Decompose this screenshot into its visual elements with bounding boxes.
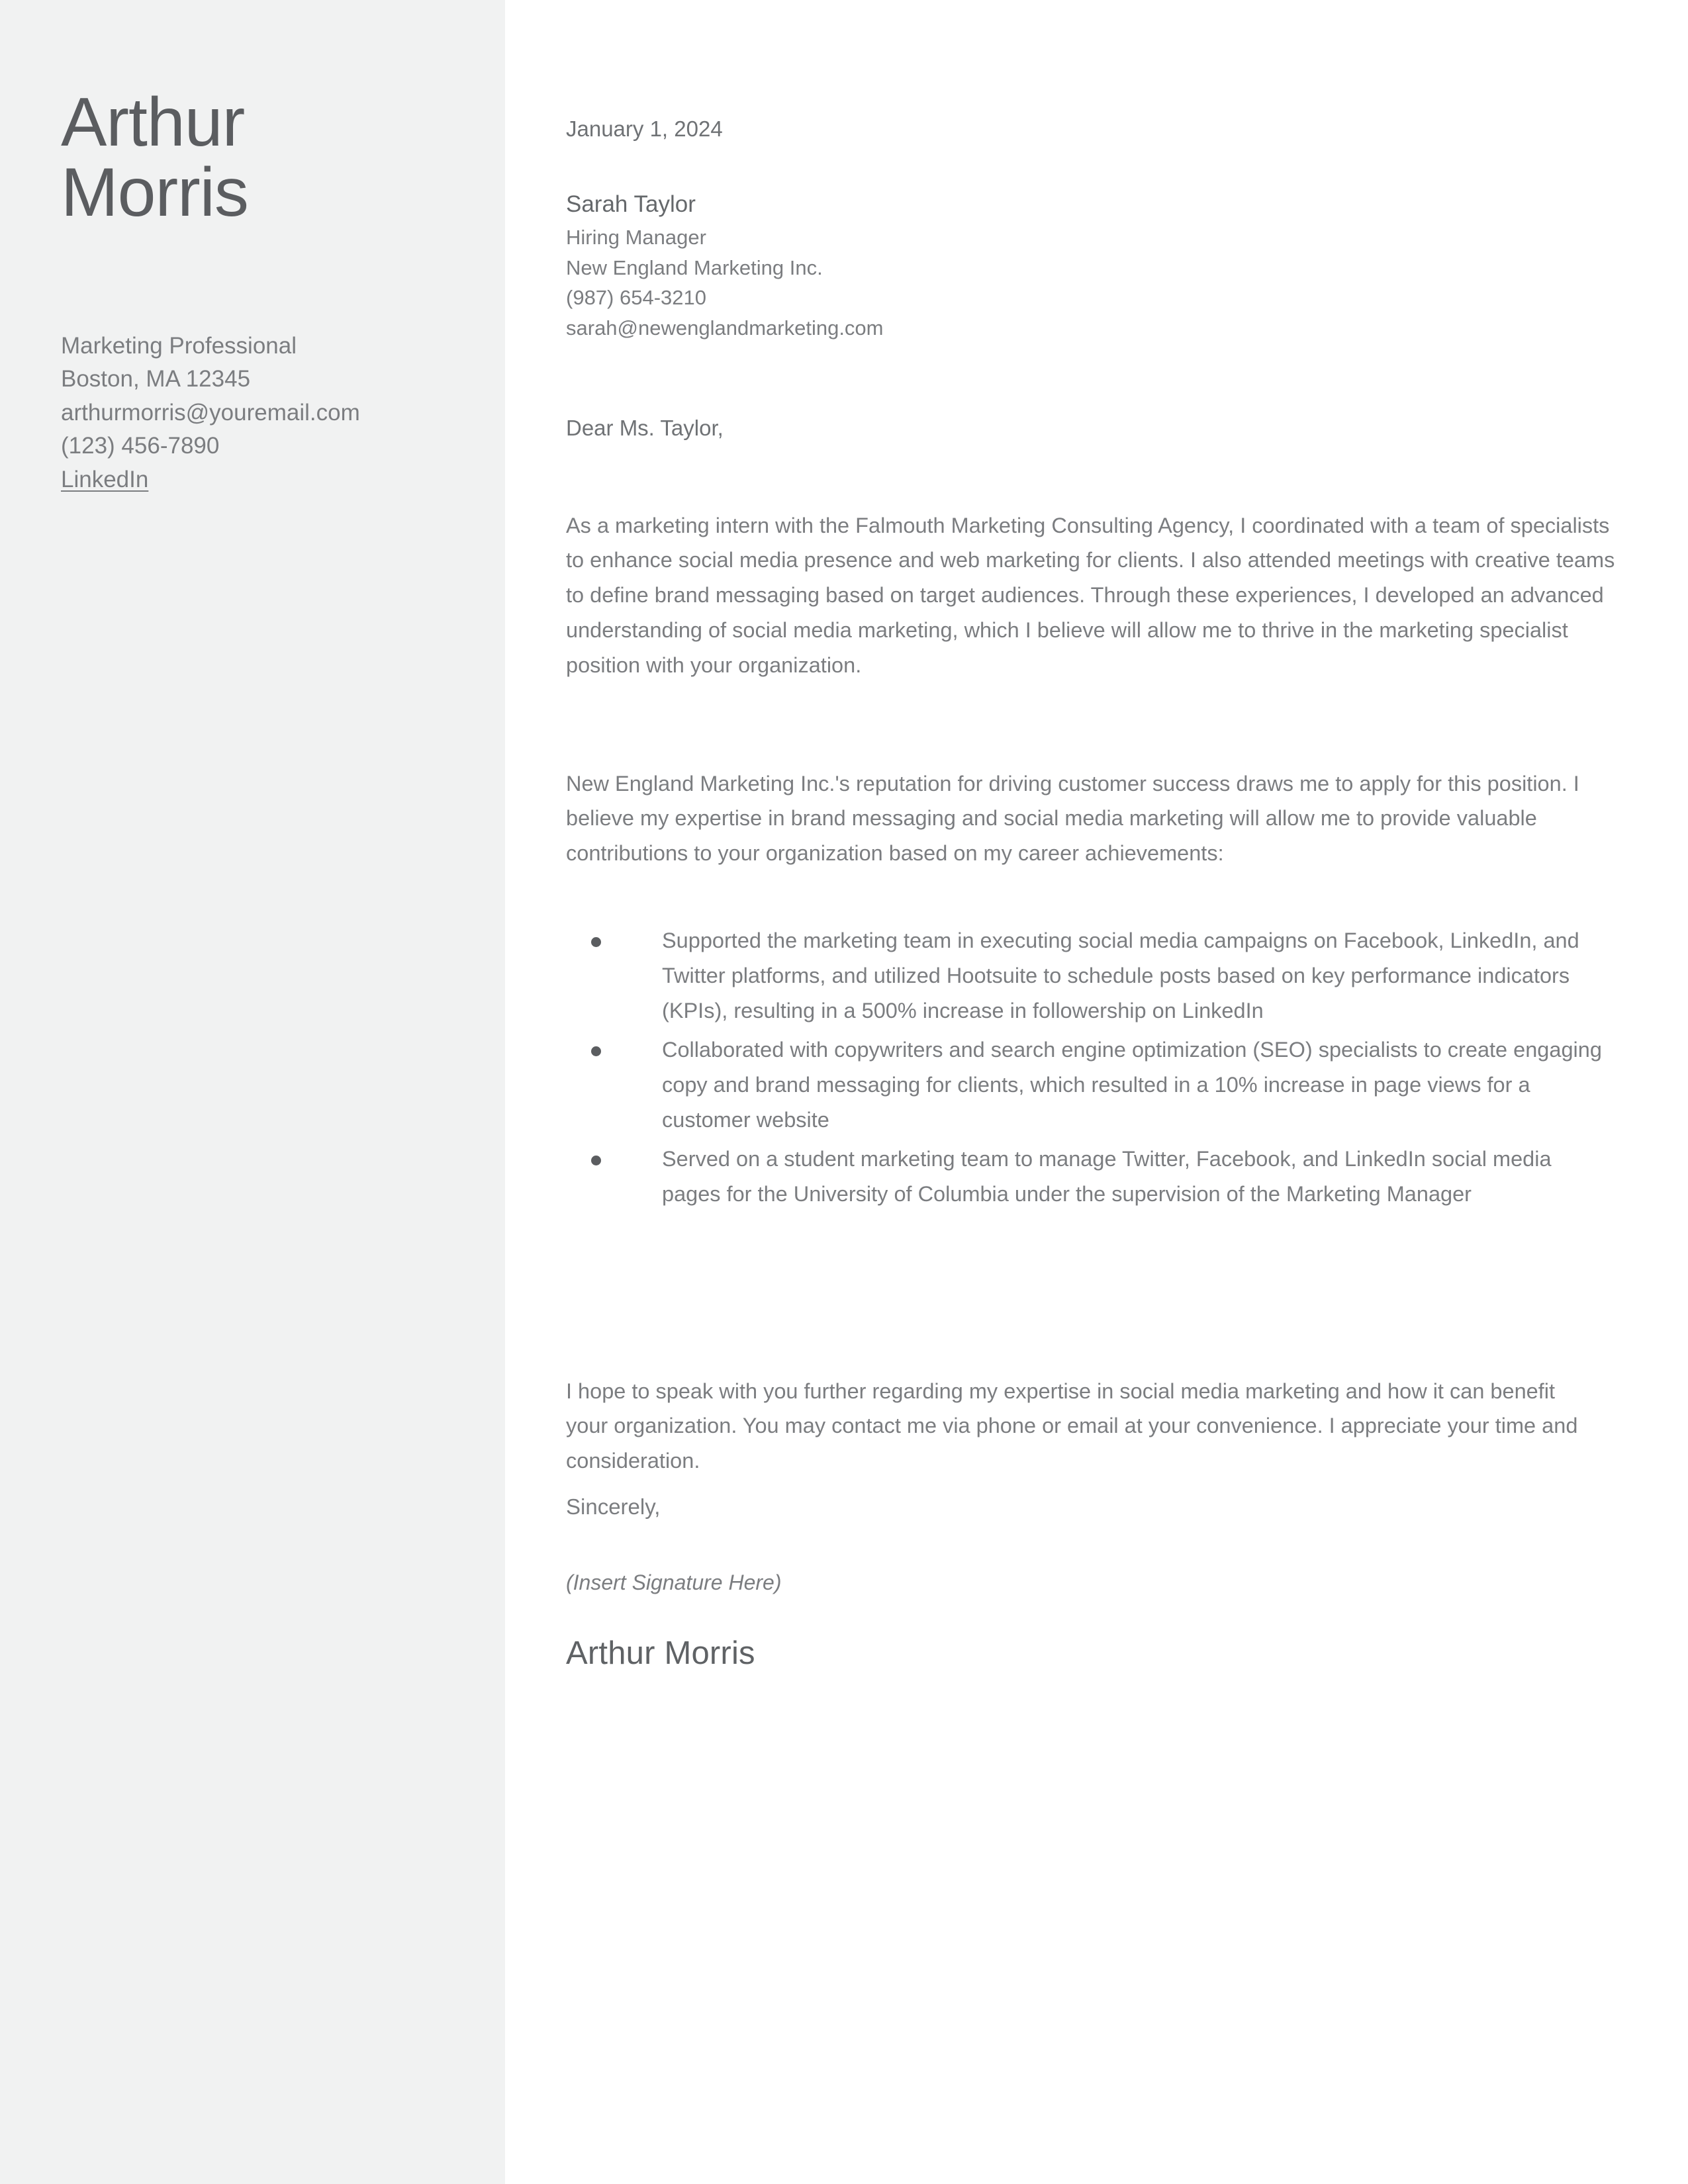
list-item-text: Served on a student marketing team to manage Twitter, Facebook, and LinkedIn social media pages for the University of Columbia under the supervision of the Marketing Manager [662, 1146, 1552, 1206]
recipient-company: New England Marketing Inc. [566, 255, 823, 279]
contact-linkedin-link-wrapper [61, 463, 478, 496]
bullet-dot-icon [591, 937, 601, 947]
contact-email: arthurmorris@youremail.com [61, 399, 360, 426]
recipient-phone: (987) 654-3210 [566, 286, 706, 310]
recipient-block [566, 189, 1294, 343]
page-title [61, 83, 471, 231]
signature-placeholder: (Insert Signature Here) [566, 1570, 782, 1594]
contact-title: Marketing Professional [61, 333, 297, 359]
list-item [566, 1142, 1615, 1212]
name-last-line: Morris [61, 154, 248, 231]
list-item-text: Supported the marketing team in executing social media campaigns on Facebook, LinkedIn, and Twitter platforms, and utilized Hootsuite to schedule posts based on key performance indicators (KPIs), resulting in a 500% increase in followership on LinkedIn [662, 929, 1579, 1023]
list-item [566, 1032, 1615, 1138]
recipient-title: Hiring Manager [566, 226, 706, 250]
bullet-dot-icon [591, 1046, 601, 1056]
letter-date: January 1, 2024 [566, 116, 723, 141]
list-item-text: Collaborated with copywriters and search engine optimization (SEO) specialists to create engaging copy and brand messaging for clients, which resulted in a 10% increase in page views for a customer website [662, 1037, 1602, 1132]
contact-location: Boston, MA 12345 [61, 366, 251, 392]
contact-linkedin-link[interactable]: LinkedIn [61, 466, 149, 492]
body-paragraph-1: As a marketing intern with the Falmouth Marketing Consulting Agency, I coordinated with a team of specialists to enhance social media presence and web marketing for clients. I also attended meetings with creative teams to define brand messaging based on target audiences. Through these experiences, I developed an advanced understanding of social media marketing, which I believe will allow me to thrive in the marketing specialist position with your organization. [566, 513, 1615, 678]
contact-phone: (123) 456-7890 [61, 433, 220, 459]
contact-block [61, 330, 478, 496]
recipient-name: Sarah Taylor [566, 191, 696, 217]
bullet-dot-icon [591, 1156, 601, 1165]
list-item [566, 923, 1615, 1028]
achievements-list [566, 923, 1615, 1216]
salutation: Dear Ms. Taylor, [566, 416, 724, 440]
body-paragraph-3: I hope to speak with you further regarding my expertise in social media marketing and how it can benefit your organization. You may contact me via phone or email at your convenience. I appreciate your time and consideration. [566, 1379, 1578, 1473]
closing-salutation: Sincerely, [566, 1494, 661, 1519]
body-paragraph-2: New England Marketing Inc.'s reputation for driving customer success draws me to apply for this position. I believe my expertise in brand messaging and social media marketing will allow me to provide valuable contributions to your organization based on my career achievements: [566, 771, 1579, 866]
name-first-line: Arthur [61, 83, 245, 161]
recipient-email: sarah@newenglandmarketing.com [566, 316, 884, 340]
signature-name: Arthur Morris [566, 1635, 755, 1671]
sidebar [0, 0, 505, 2184]
